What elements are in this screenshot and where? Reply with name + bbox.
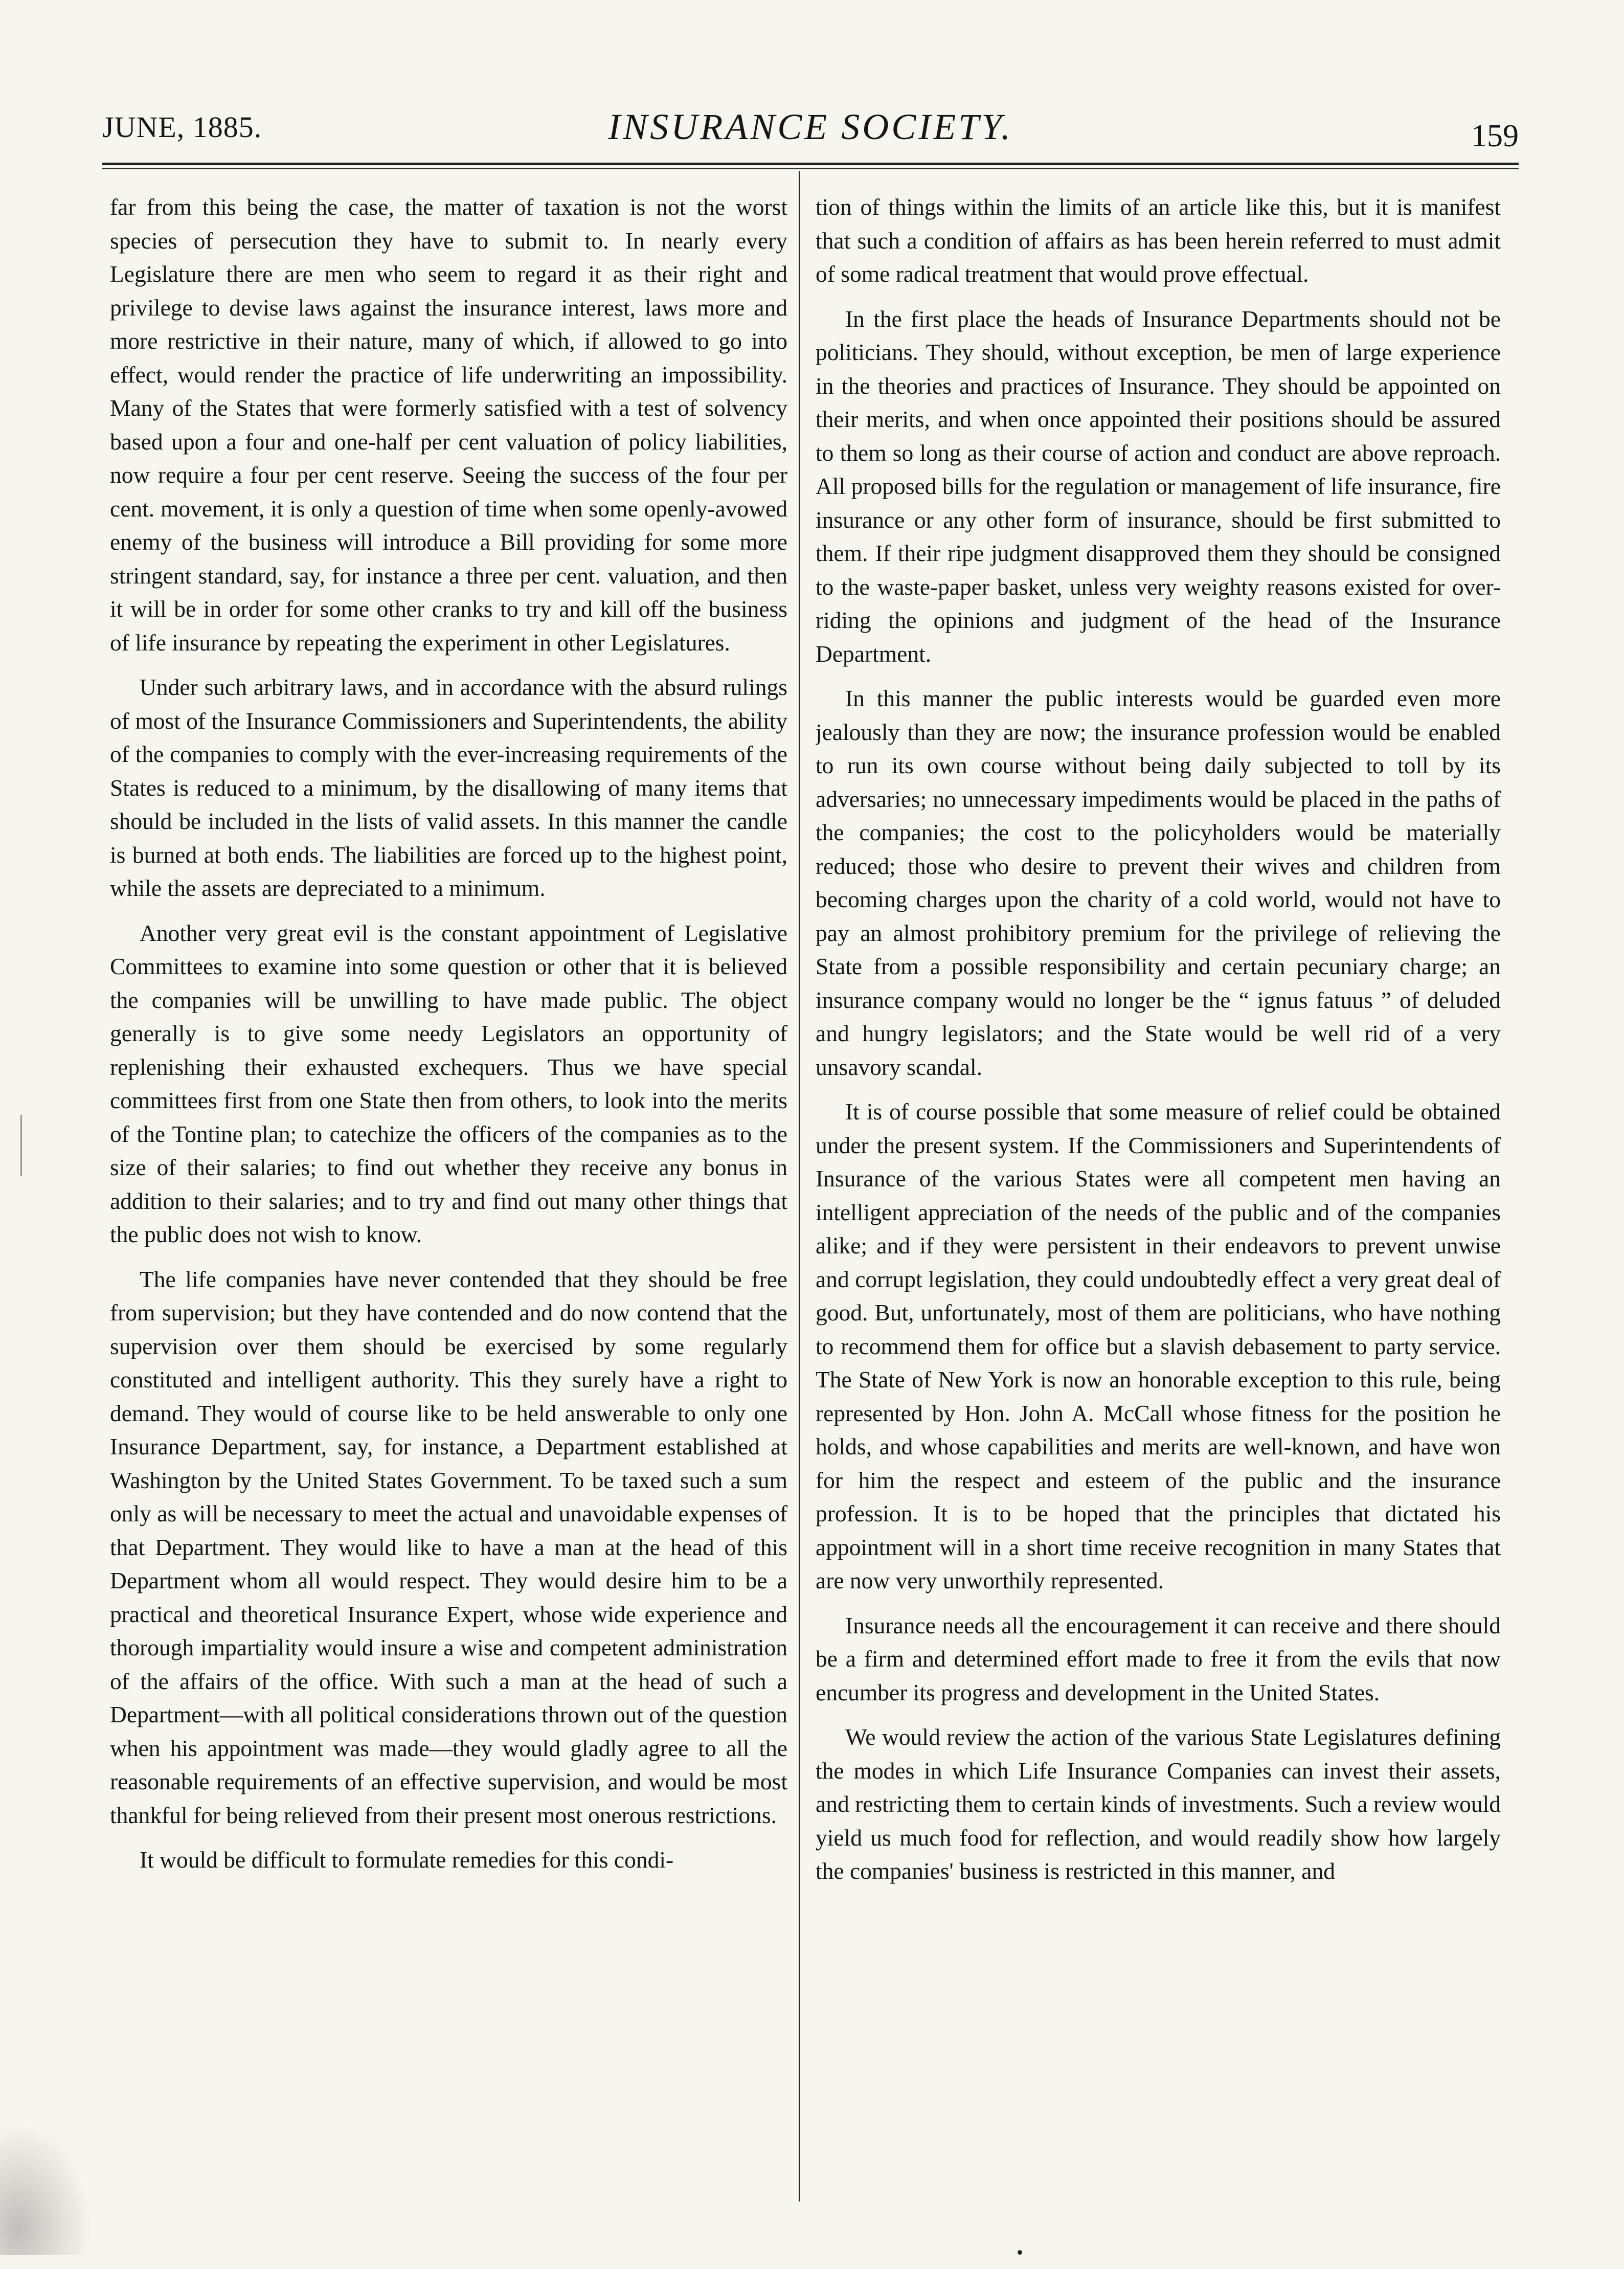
paragraph: We would review the action of the various State Legislatures defining the modes in which Life Insurance Companies can invest their assets, and restricting them to certain kinds of investments. Such a review would yield us much food for reflection, and would readily show how largely the companies' business is restricted in this manner, and — [816, 1724, 1501, 1884]
paragraph: Insurance needs all the encouragement it can receive and there should be a firm and determined effort made to free it from the evils that now encumber its progress and development in the United States. — [816, 1612, 1501, 1705]
header-title: INSURANCE SOCIETY. — [608, 106, 1013, 147]
corner-smudge — [0, 2122, 92, 2255]
paragraph: Under such arbitrary laws, and in accordance with the absurd rulings of most of the Insurance Commissioners and Superintendents, the ability of the companies to comply with the ever-increasing requirements of the States is reduced to a minimum, by the disallowing of many items that should be included in the lists of valid assets. In this manner the candle is burned at both ends. The liabilities are forced up to the highest point, while the assets are depreciated to a minimum. — [110, 674, 787, 901]
paragraph: In this manner the public interests would be guarded even more jealously than they are now; the insurance profession would be enabled to run its own course without being daily subjected to toll by its adversaries; no unnecessary impediments would be placed in the paths of the companies; the cost to the policyholders would be materially reduced; those who desire to prevent their wives and children from becoming charges upon the charity of a cold world, would not have to pay an almost prohibitory premium for the privilege of relieving the State from a possible responsibility and certain pecuniary charge; an insurance company would no longer be the “ ignus fatuus ” of deluded and hungry legislators; and the State would be well rid of a very unsavory scandal. — [816, 685, 1501, 1080]
right-column — [816, 190, 1501, 2185]
paragraph: far from this being the case, the matter of taxation is not the worst species of persecution they have to submit to. In nearly every Legislature there are men who seem to regard it as their right and privilege to devise laws against the insurance interest, laws more and more restrictive in their nature, many of which, if allowed to go into effect, would render the practice of life underwriting an impossibility. Many of the States that were formerly satisfied with a test of solvency based upon a four and one-half per cent valuation of policy liabilities, now require a four per cent reserve. Seeing the success of the four per cent. movement, it is only a question of time when some openly-avowed enemy of the business will introduce a Bill providing for some more stringent standard, say, for instance a three per cent. valuation, and then it will be in order for some other cranks to try and kill off the business of life insurance by repeating the experiment in other Legislatures. — [110, 194, 787, 656]
paragraph: tion of things within the limits of an article like this, but it is manifest that such a condition of affairs as has been herein referred to must admit of some radical treatment that would prove effectual. — [816, 194, 1501, 287]
paragraph: It is of course possible that some measure of relief could be obtained under the present system. If the Commissioners and Superintendents of Insurance of the various States were all competent men having an intelligent appreciation of the needs of the public and of the companies alike; and if they were persistent in their endeavors to prevent unwise and corrupt legislation, they could undoubtedly effect a very great deal of good. But, unfortunately, most of them are politicians, who have nothing to recommend them for office but a slavish debasement to party service. The State of New York is now an honorable exception to this rule, being represented by Hon. John A. McCall whose fitness for the position he holds, and whose capabilities and merits are well-known, and have won for him the respect and esteem of the public and the insurance profession. It is to be hoped that the principles that dictated his appointment will in a short time receive recognition in many States that are now very unworthily represented. — [816, 1098, 1501, 1593]
margin-mark — [20, 1115, 22, 1176]
left-column — [110, 190, 787, 2185]
column-divider — [799, 171, 800, 2201]
header-rule-thin — [102, 168, 1519, 169]
header-rule-thick — [102, 163, 1519, 165]
running-header — [102, 100, 1519, 166]
paragraph: In the first place the heads of Insurance Departments should not be politicians. They should, without exception, be men of large experience in the theories and practices of Insurance. They should be appointed on their merits, and when once appointed their positions should be assured to them so long as their course of action and conduct are above reproach. All proposed bills for the regulation or management of life insurance, fire insurance or any other form of insurance, should be first submitted to them. If their ripe judgment disapproved them they should be consigned to the waste-paper basket, unless very weighty reasons existed for over-riding the opinions and judgment of the head of the Insurance Department. — [816, 305, 1501, 667]
page-number: 159 — [1471, 119, 1519, 153]
paragraph: The life companies have never contended that they should be free from supervision; but they have contended and do now contend that the supervision over them should be exercised by some regularly constituted and intelligent authority. This they surely have a right to demand. They would of course like to be held answerable to only one Insurance Department, say, for instance, a Department established at Washington by the United States Government. To be taxed such a sum only as will be necessary to meet the actual and unavoidable expenses of that Department. They would like to have a man at the head of this Department whom all would respect. They would desire him to be a practical and theoretical Insurance Expert, whose wide experience and thorough impartiality would insure a wise and competent administration of the affairs of the office. With such a man at the head of such a Department—with all political considerations thrown out of the question when his appointment was made—they would gladly agree to all the reasonable requirements of an effective supervision, and would be most thankful for being relieved from their present most onerous restrictions. — [110, 1266, 787, 1828]
header-date: JUNE, 1885. — [102, 110, 262, 144]
ink-dot — [1018, 2250, 1022, 2255]
paragraph: It would be difficult to formulate remedies for this condi- — [140, 1847, 674, 1873]
paragraph: Another very great evil is the constant appointment of Legislative Committees to examine into some question or other that it is believed the companies will be unwilling to have made public. The object generally is to give some needy Legislators an opportunity of replenishing their exhausted exchequers. Thus we have special committees first from one State then from others, to look into the merits of the Tontine plan; to catechize the officers of the companies as to the size of their salaries; to find out whether they receive any bonus in addition to their salaries; and to try and find out many other things that the public does not wish to know. — [110, 919, 787, 1247]
